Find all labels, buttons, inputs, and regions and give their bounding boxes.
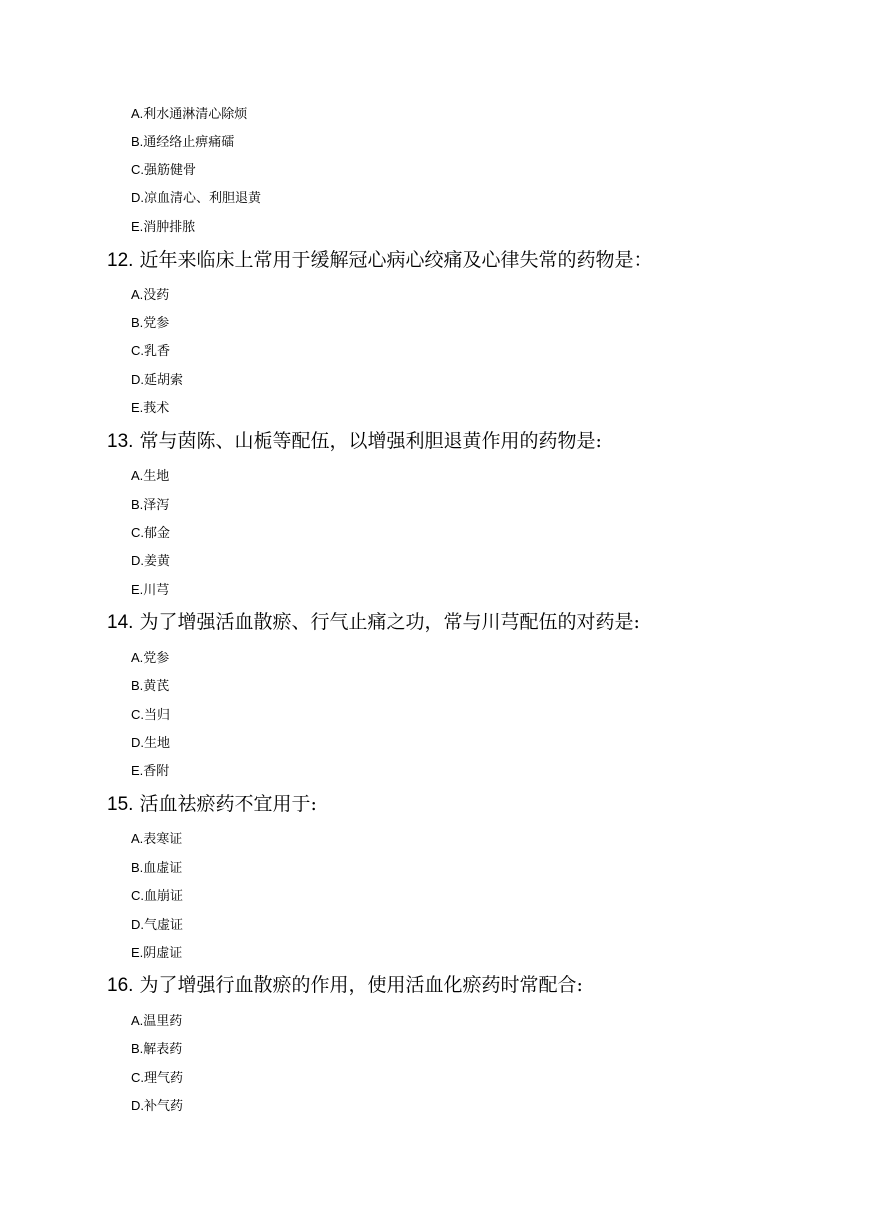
option-text: 没药 [143, 288, 170, 303]
option-letter: E. [131, 945, 144, 960]
option-a [131, 468, 169, 485]
option-text: 阴虚证 [143, 946, 183, 961]
option-d [131, 372, 183, 389]
option-text: 生地 [143, 469, 170, 484]
question-stem [107, 429, 602, 454]
option-d [131, 1098, 183, 1115]
option-text: 血崩证 [144, 889, 184, 904]
option-c [131, 343, 170, 360]
option-letter: B. [131, 134, 144, 149]
option-letter: B. [131, 678, 144, 693]
option-e [131, 945, 182, 962]
option-text: 泽泻 [143, 498, 170, 513]
option-letter: B. [131, 497, 144, 512]
option-text: 表寒证 [143, 832, 183, 847]
option-d [131, 553, 170, 570]
question-number: 14. [107, 612, 134, 633]
option-c [131, 1070, 183, 1087]
option-a [131, 1013, 182, 1030]
option-c [131, 162, 196, 179]
option-text: 利水通淋清心除烦 [143, 107, 248, 122]
option-letter: C. [131, 707, 144, 722]
question-text: 为了增强活血散瘀、行气止痛之功，常与川芎配伍的对药是: [133, 611, 640, 633]
question-text: 常与茵陈、山栀等配伍，以增强利胆退黄作用的药物是: [133, 430, 602, 452]
option-letter: A. [131, 287, 144, 302]
option-letter: A. [131, 650, 144, 665]
option-text: 姜黄 [144, 554, 171, 569]
question-number: 13. [107, 431, 134, 452]
option-e [131, 582, 169, 599]
option-b [131, 134, 234, 151]
question-number: 12. [107, 250, 134, 271]
option-letter: B. [131, 860, 144, 875]
question-stem [107, 973, 583, 998]
option-text: 黄芪 [143, 679, 170, 694]
option-d [131, 735, 170, 752]
option-text: 消肿排脓 [143, 220, 196, 235]
option-text: 党参 [143, 651, 170, 666]
option-a [131, 831, 182, 848]
option-letter: D. [131, 1098, 144, 1113]
option-e [131, 763, 169, 780]
option-a [131, 650, 169, 667]
option-text: 香附 [143, 764, 170, 779]
option-text: 强筋健骨 [144, 163, 197, 178]
option-letter: D. [131, 372, 144, 387]
option-text: 理气药 [144, 1071, 184, 1086]
option-text: 血虚证 [143, 861, 183, 876]
question-number: 16. [107, 975, 134, 996]
option-text: 解表药 [143, 1042, 183, 1057]
option-letter: A. [131, 106, 144, 121]
option-letter: A. [131, 1013, 144, 1028]
option-letter: C. [131, 162, 144, 177]
option-b [131, 497, 169, 514]
option-letter: D. [131, 553, 144, 568]
option-c [131, 525, 170, 542]
option-text: 补气药 [144, 1099, 184, 1114]
option-b [131, 315, 169, 332]
question-stem [107, 610, 640, 635]
option-b [131, 860, 182, 877]
option-text: 莪术 [143, 401, 170, 416]
option-a [131, 287, 169, 304]
option-text: 凉血清心、利胆退黄 [144, 191, 262, 206]
option-text: 生地 [144, 736, 171, 751]
option-text: 党参 [143, 316, 170, 331]
option-c [131, 707, 170, 724]
option-d [131, 917, 183, 934]
question-stem [107, 792, 317, 817]
option-letter: D. [131, 735, 144, 750]
option-b [131, 678, 169, 695]
option-text: 气虚证 [144, 918, 184, 933]
question-text: 为了增强行血散瘀的作用，使用活血化瘀药时常配合: [133, 974, 583, 996]
question-stem [107, 248, 652, 273]
option-e [131, 400, 169, 417]
option-letter: E. [131, 400, 144, 415]
option-c [131, 888, 183, 905]
option-letter: B. [131, 1041, 144, 1056]
option-text: 当归 [144, 708, 171, 723]
option-letter: E. [131, 763, 144, 778]
option-letter: C. [131, 525, 144, 540]
option-text: 乳香 [144, 344, 171, 359]
option-letter: E. [131, 582, 144, 597]
question-text: 活血祛瘀药不宜用于: [133, 793, 317, 815]
option-letter: C. [131, 888, 144, 903]
option-letter: D. [131, 190, 144, 205]
option-a [131, 106, 247, 123]
option-text: 通经络止痹痛礌 [143, 135, 235, 150]
question-text: 近年来临床上常用于缓解冠心病心绞痛及心律失常的药物是： [133, 249, 653, 271]
question-number: 15. [107, 794, 134, 815]
option-text: 温里药 [143, 1014, 183, 1029]
option-letter: A. [131, 831, 144, 846]
option-e [131, 219, 195, 236]
option-letter: C. [131, 343, 144, 358]
option-b [131, 1041, 182, 1058]
option-letter: A. [131, 468, 144, 483]
option-letter: E. [131, 219, 144, 234]
option-text: 郁金 [144, 526, 171, 541]
option-text: 延胡索 [144, 373, 184, 388]
option-letter: C. [131, 1070, 144, 1085]
option-text: 川芎 [143, 583, 170, 598]
option-d [131, 190, 261, 207]
option-letter: B. [131, 315, 144, 330]
option-letter: D. [131, 917, 144, 932]
